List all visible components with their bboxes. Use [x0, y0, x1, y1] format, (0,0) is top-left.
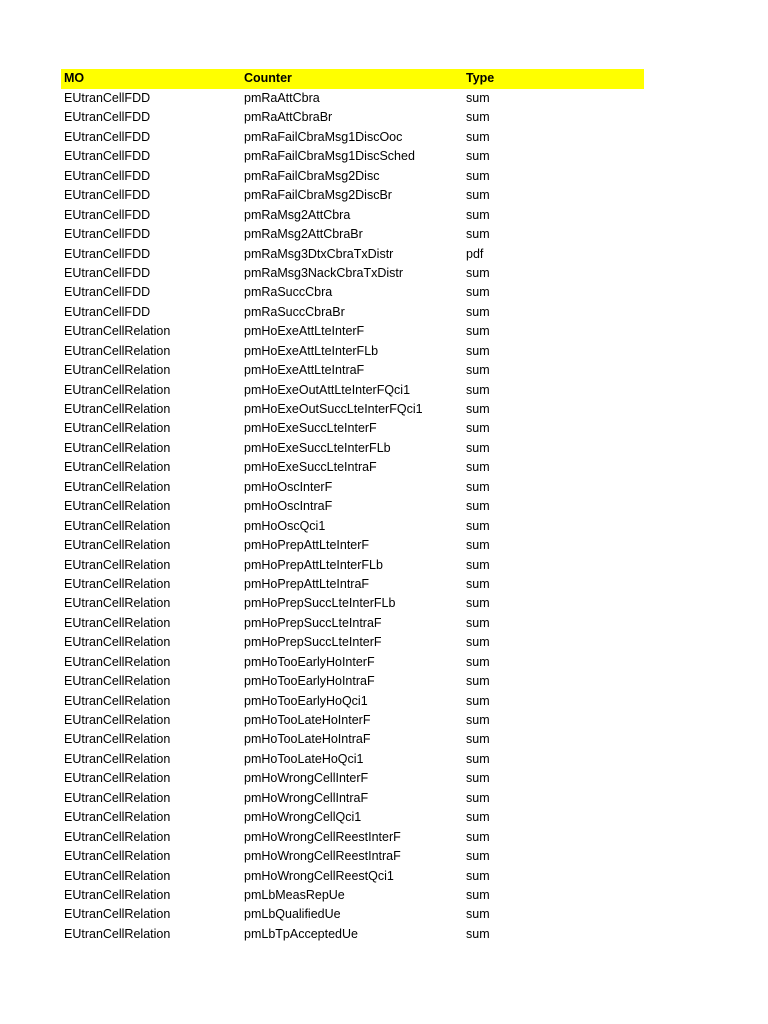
cell-type: sum — [466, 110, 490, 125]
table-header-row — [61, 69, 644, 89]
cell-type: sum — [466, 499, 490, 514]
cell-mo: EUtranCellRelation — [64, 887, 171, 902]
cell-type: sum — [466, 693, 490, 708]
cell-mo: EUtranCellFDD — [64, 129, 151, 144]
table-row — [61, 633, 644, 652]
column-header-counter: Counter — [244, 71, 292, 86]
table-row — [61, 867, 644, 886]
table-row — [61, 750, 644, 769]
table-row — [61, 789, 644, 808]
cell-mo: EUtranCellRelation — [64, 926, 171, 941]
table-row — [61, 342, 644, 361]
cell-type: sum — [466, 421, 490, 436]
cell-mo: EUtranCellRelation — [64, 538, 171, 553]
table-row — [61, 594, 644, 613]
table-row — [61, 925, 644, 944]
table-row — [61, 847, 644, 866]
cell-type: sum — [466, 849, 490, 864]
cell-mo: EUtranCellRelation — [64, 635, 171, 650]
cell-counter: pmHoOscQci1 — [244, 518, 326, 533]
cell-mo: EUtranCellFDD — [64, 246, 151, 261]
cell-mo: EUtranCellFDD — [64, 149, 151, 164]
cell-mo: EUtranCellRelation — [64, 343, 171, 358]
cell-counter: pmHoExeAttLteInterFLb — [244, 343, 379, 358]
cell-type: sum — [466, 615, 490, 630]
cell-type: sum — [466, 479, 490, 494]
cell-mo: EUtranCellRelation — [64, 615, 171, 630]
cell-counter: pmHoPrepAttLteIntraF — [244, 576, 370, 591]
counter-table — [61, 69, 644, 944]
table-row — [61, 186, 644, 205]
table-row — [61, 828, 644, 847]
cell-mo: EUtranCellFDD — [64, 207, 151, 222]
cell-counter: pmRaMsg2AttCbra — [244, 207, 351, 222]
cell-type: sum — [466, 810, 490, 825]
cell-counter: pmLbTpAcceptedUe — [244, 926, 358, 941]
cell-counter: pmRaMsg3DtxCbraTxDistr — [244, 246, 394, 261]
cell-mo: EUtranCellFDD — [64, 304, 151, 319]
table-row — [61, 108, 644, 127]
table-row — [61, 439, 644, 458]
cell-type: sum — [466, 324, 490, 339]
cell-type: pdf — [466, 246, 484, 261]
cell-counter: pmRaSuccCbra — [244, 285, 333, 300]
cell-type: sum — [466, 304, 490, 319]
cell-type: sum — [466, 207, 490, 222]
cell-type: sum — [466, 751, 490, 766]
cell-type: sum — [466, 363, 490, 378]
cell-counter: pmHoWrongCellReestInterF — [244, 829, 401, 844]
cell-mo: EUtranCellFDD — [64, 188, 151, 203]
table-row — [61, 575, 644, 594]
cell-mo: EUtranCellFDD — [64, 110, 151, 125]
cell-mo: EUtranCellRelation — [64, 732, 171, 747]
table-row — [61, 89, 644, 108]
table-row — [61, 322, 644, 341]
cell-type: sum — [466, 518, 490, 533]
table-row — [61, 905, 644, 924]
cell-mo: EUtranCellRelation — [64, 751, 171, 766]
cell-mo: EUtranCellRelation — [64, 557, 171, 572]
cell-mo: EUtranCellRelation — [64, 479, 171, 494]
cell-type: sum — [466, 654, 490, 669]
cell-mo: EUtranCellRelation — [64, 518, 171, 533]
cell-counter: pmHoExeSuccLteIntraF — [244, 460, 377, 475]
cell-mo: EUtranCellFDD — [64, 265, 151, 280]
cell-mo: EUtranCellRelation — [64, 576, 171, 591]
cell-mo: EUtranCellRelation — [64, 596, 171, 611]
table-row — [61, 167, 644, 186]
cell-mo: EUtranCellFDD — [64, 227, 151, 242]
cell-type: sum — [466, 907, 490, 922]
cell-mo: EUtranCellRelation — [64, 674, 171, 689]
cell-counter: pmRaFailCbraMsg2Disc — [244, 168, 380, 183]
cell-counter: pmHoTooEarlyHoIntraF — [244, 674, 375, 689]
cell-mo: EUtranCellRelation — [64, 713, 171, 727]
table-row — [61, 497, 644, 516]
cell-mo: EUtranCellFDD — [64, 91, 151, 105]
table-row — [61, 206, 644, 225]
cell-counter: pmHoTooEarlyHoInterF — [244, 654, 375, 669]
table-row — [61, 245, 644, 264]
cell-counter: pmHoPrepSuccLteInterF — [244, 635, 382, 650]
cell-type: sum — [466, 713, 490, 727]
cell-counter: pmHoExeOutAttLteInterFQci1 — [244, 382, 411, 397]
table-row — [61, 672, 644, 691]
cell-mo: EUtranCellFDD — [64, 168, 151, 183]
cell-type: sum — [466, 382, 490, 397]
cell-counter: pmHoWrongCellIntraF — [244, 790, 369, 805]
cell-counter: pmHoExeSuccLteInterFLb — [244, 440, 391, 455]
cell-type: sum — [466, 732, 490, 747]
table-row — [61, 692, 644, 711]
cell-mo: EUtranCellRelation — [64, 440, 171, 455]
cell-type: sum — [466, 460, 490, 475]
cell-counter: pmHoTooEarlyHoQci1 — [244, 693, 368, 708]
cell-type: sum — [466, 168, 490, 183]
cell-type: sum — [466, 343, 490, 358]
cell-counter: pmRaMsg3NackCbraTxDistr — [244, 265, 404, 280]
cell-type: sum — [466, 771, 490, 786]
cell-counter: pmRaFailCbraMsg1DiscSched — [244, 149, 415, 164]
cell-mo: EUtranCellRelation — [64, 402, 171, 416]
table-row — [61, 400, 644, 419]
table-row — [61, 556, 644, 575]
table-row — [61, 769, 644, 788]
cell-mo: EUtranCellRelation — [64, 790, 171, 805]
cell-type: sum — [466, 674, 490, 689]
table-row — [61, 614, 644, 633]
table-row — [61, 517, 644, 536]
cell-counter: pmRaFailCbraMsg1DiscOoc — [244, 129, 403, 144]
cell-mo: EUtranCellRelation — [64, 382, 171, 397]
cell-counter: pmHoTooLateHoIntraF — [244, 732, 371, 747]
cell-type: sum — [466, 91, 490, 105]
table-row — [61, 478, 644, 497]
table-row — [61, 264, 644, 283]
table-row — [61, 808, 644, 827]
cell-type: sum — [466, 402, 490, 416]
column-header-mo: MO — [64, 71, 85, 86]
cell-type: sum — [466, 227, 490, 242]
cell-mo: EUtranCellRelation — [64, 363, 171, 378]
cell-counter: pmRaFailCbraMsg2DiscBr — [244, 188, 392, 203]
cell-counter: pmHoExeOutSuccLteInterFQci1 — [244, 402, 423, 416]
cell-type: sum — [466, 188, 490, 203]
cell-mo: EUtranCellRelation — [64, 810, 171, 825]
cell-counter: pmHoExeSuccLteInterF — [244, 421, 377, 436]
cell-counter: pmRaAttCbra — [244, 91, 320, 105]
table-row — [61, 225, 644, 244]
cell-mo: EUtranCellRelation — [64, 693, 171, 708]
table-row — [61, 730, 644, 749]
table-row — [61, 283, 644, 302]
cell-counter: pmHoExeAttLteIntraF — [244, 363, 365, 378]
cell-type: sum — [466, 557, 490, 572]
cell-mo: EUtranCellRelation — [64, 499, 171, 514]
cell-counter: pmHoTooLateHoQci1 — [244, 751, 364, 766]
cell-type: sum — [466, 887, 490, 902]
cell-counter: pmHoPrepSuccLteInterFLb — [244, 596, 396, 611]
cell-type: sum — [466, 829, 490, 844]
cell-type: sum — [466, 538, 490, 553]
cell-mo: EUtranCellFDD — [64, 285, 151, 300]
cell-type: sum — [466, 790, 490, 805]
cell-counter: pmHoWrongCellInterF — [244, 771, 369, 786]
cell-type: sum — [466, 149, 490, 164]
table-row — [61, 711, 644, 730]
column-header-type: Type — [466, 71, 495, 86]
table-row — [61, 361, 644, 380]
cell-mo: EUtranCellRelation — [64, 771, 171, 786]
cell-type: sum — [466, 576, 490, 591]
cell-counter: pmHoPrepAttLteInterF — [244, 538, 370, 553]
cell-mo: EUtranCellRelation — [64, 849, 171, 864]
cell-counter: pmLbQualifiedUe — [244, 907, 341, 922]
cell-counter: pmHoPrepAttLteInterFLb — [244, 557, 383, 572]
cell-type: sum — [466, 635, 490, 650]
cell-counter: pmRaAttCbraBr — [244, 110, 333, 125]
table-row — [61, 458, 644, 477]
table-row — [61, 536, 644, 555]
cell-mo: EUtranCellRelation — [64, 460, 171, 475]
cell-counter: pmLbMeasRepUe — [244, 887, 345, 902]
table-row — [61, 147, 644, 166]
table-row — [61, 128, 644, 147]
cell-mo: EUtranCellRelation — [64, 654, 171, 669]
cell-counter: pmRaSuccCbraBr — [244, 304, 345, 319]
cell-counter: pmHoTooLateHoInterF — [244, 713, 371, 727]
table-row — [61, 381, 644, 400]
cell-type: sum — [466, 440, 490, 455]
cell-type: sum — [466, 265, 490, 280]
table-row — [61, 303, 644, 322]
cell-type: sum — [466, 926, 490, 941]
cell-type: sum — [466, 596, 490, 611]
cell-counter: pmRaMsg2AttCbraBr — [244, 227, 363, 242]
cell-counter: pmHoOscInterF — [244, 479, 333, 494]
cell-counter: pmHoWrongCellReestQci1 — [244, 868, 394, 883]
cell-counter: pmHoPrepSuccLteIntraF — [244, 615, 382, 630]
table-body — [61, 89, 644, 944]
cell-mo: EUtranCellRelation — [64, 324, 171, 339]
cell-counter: pmHoWrongCellReestIntraF — [244, 849, 401, 864]
cell-mo: EUtranCellRelation — [64, 907, 171, 922]
cell-type: sum — [466, 285, 490, 300]
cell-mo: EUtranCellRelation — [64, 421, 171, 436]
cell-mo: EUtranCellRelation — [64, 829, 171, 844]
table-row — [61, 886, 644, 905]
cell-mo: EUtranCellRelation — [64, 868, 171, 883]
cell-type: sum — [466, 868, 490, 883]
cell-counter: pmHoOscIntraF — [244, 499, 333, 514]
cell-counter: pmHoExeAttLteInterF — [244, 324, 365, 339]
table-row — [61, 653, 644, 672]
cell-type: sum — [466, 129, 490, 144]
table-row — [61, 419, 644, 438]
cell-counter: pmHoWrongCellQci1 — [244, 810, 362, 825]
